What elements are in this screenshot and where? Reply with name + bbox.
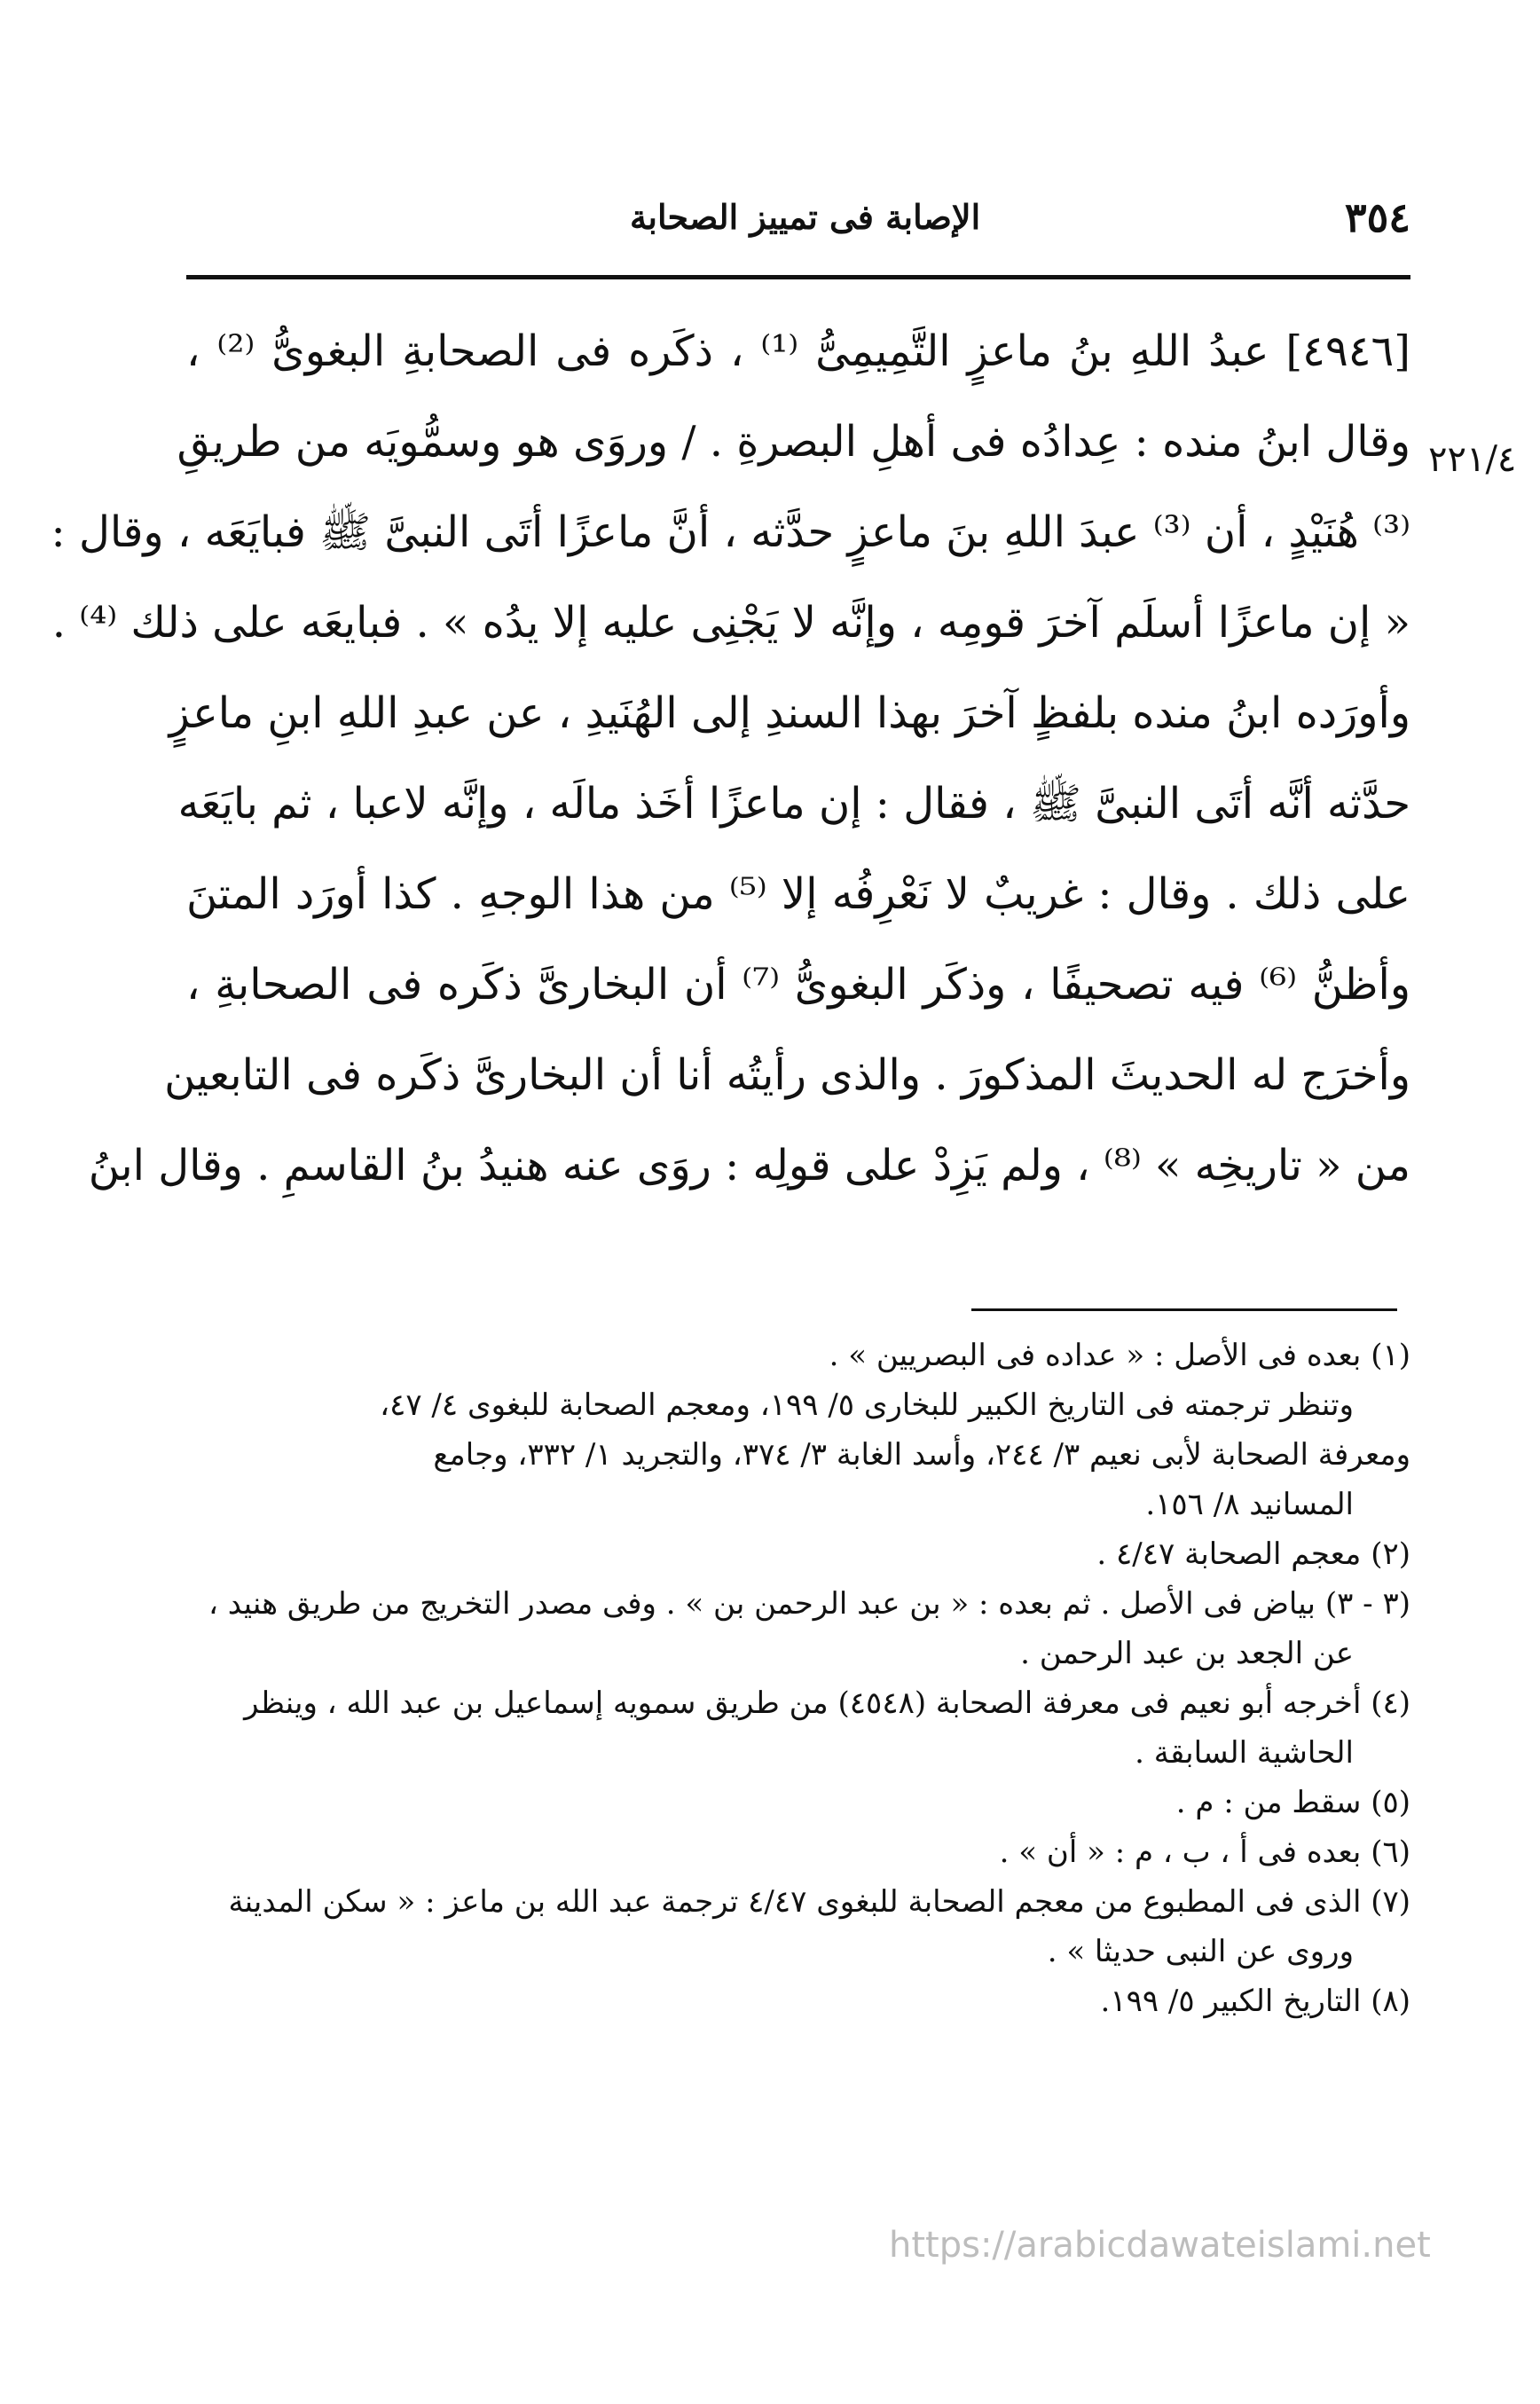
footnote-2: [186, 1529, 1410, 1579]
running-title: الإصابة فى تمييز الصحابة: [630, 197, 981, 237]
text-line: ⁽³⁾ هُنَيْدٍ ، أن ⁽³⁾ عبدَ اللهِ بنَ ماعزٍ حدَّثه ، أنَّ ماعزًا أتَى النبىَّ ﷺ فبايَعَه ، وقال :: [51, 507, 1410, 557]
footnote-line: (٥) سقط من : م .: [1175, 1785, 1410, 1820]
footnote-line: المسانيد ٨/ ١٥٦.: [1145, 1487, 1354, 1522]
text-line: « إن ماعزًا أسلَم آخرَ قومِه ، وإنَّه لا يَجْنِى عليه إلا يدُه » . فبايعَه على ذلك ⁽⁴⁾ .: [51, 598, 1410, 648]
text-line: من « تاريخِه » ⁽⁸⁾ ، ولم يَزِدْ على قولِه : روَى عنه هنيدُ بنُ القاسمِ . وقال ابنُ: [88, 1141, 1410, 1190]
footnote-line: (٦) بعده فى أ ، ب ، م : « أن » .: [999, 1834, 1410, 1870]
footnote-line: (٢) معجم الصحابة ٤/٤٧ .: [1096, 1536, 1410, 1572]
footnote-line: (٧) الذى فى المطبوع من معجم الصحابة للبغوى ٤/٤٧ ترجمة عبد الله بن ماعز : « سكن المدينة: [228, 1884, 1410, 1920]
text-line: وأظنُّ ⁽⁶⁾ فيه تصحيفًا ، وذكَر البغوىُّ ⁽⁷⁾ أن البخارىَّ ذكَره فى الصحابةِ ،: [186, 960, 1411, 1010]
footnote-line: (٣ - ٣) بياض فى الأصل . ثم بعده : « بن عبد الرحمن بن » . وفى مصدر التخريج من طريق هنيد ،: [208, 1586, 1410, 1622]
footnote-7: [186, 1877, 1410, 1976]
page-header: [186, 193, 1410, 247]
footnote-line: الحاشية السابقة .: [1135, 1735, 1354, 1771]
footnote-line: (٨) التاريخ الكبير ٥/ ١٩٩.: [1100, 1984, 1410, 2019]
main-text: [51, 306, 1411, 1211]
footnote-1-sources: [186, 1380, 1410, 1529]
page-number: ٣٥٤: [1344, 193, 1410, 241]
footnote-line: وروى عن النبى حديثا » .: [1047, 1934, 1354, 1969]
footnote-line: وتنظر ترجمته فى التاريخ الكبير للبخارى ٥/ ١٩٩، ومعجم الصحابة للبغوى ٤/ ٤٧،: [380, 1387, 1354, 1423]
margin-reference: ٢٢١/٤: [1428, 439, 1517, 480]
header-rule: [186, 275, 1410, 279]
text-line: [٤٩٤٦] عبدُ اللهِ بنُ ماعزٍ التَّمِيمِىُّ ⁽¹⁾ ، ذكَره فى الصحابةِ البغوىُّ ⁽²⁾ ،: [186, 326, 1411, 376]
text-line: وأورَده ابنُ منده بلفظٍ آخرَ بهذا السندِ إلى الهُنَيدِ ، عن عبدِ اللهِ ابنِ ماعزٍ: [169, 688, 1410, 738]
footnote-8: [186, 1976, 1410, 2026]
footnotes: [186, 1331, 1410, 2026]
footnote-line: عن الجعد بن عبد الرحمن .: [1020, 1636, 1354, 1671]
footnote-separator: [971, 1308, 1397, 1311]
footnote-line: (٤) أخرجه أبو نعيم فى معرفة الصحابة (٤٥٤٨) من طريق سمويه إسماعيل بن عبد الله ، وينظر: [244, 1685, 1410, 1721]
footnote-6: [186, 1827, 1410, 1877]
footnote-5: [186, 1778, 1410, 1827]
text-line: حدَّثه أنَّه أتَى النبىَّ ﷺ ، فقال : إن ماعزًا أخَذ مالَه ، وإنَّه لاعبا ، ثم بايَعَه: [177, 779, 1410, 829]
footnote-line: ومعرفة الصحابة لأبى نعيم ٣/ ٢٤٤، وأسد الغابة ٣/ ٣٧٤، والتجريد ١/ ٣٣٢، وجامع: [433, 1437, 1410, 1473]
footnote-3: [186, 1579, 1410, 1678]
watermark-url[interactable]: https://arabicdawateislami.net: [889, 2225, 1431, 2266]
text-line: وأخرَج له الحديثَ المذكورَ . والذى رأيتُه أنا أن البخارىَّ ذكَره فى التابعين: [164, 1050, 1410, 1100]
text-line: وقال ابنُ منده : عِدادُه فى أهلِ البصرةِ . / وروَى هو وسمُّويَه من طريقِ: [177, 417, 1410, 467]
footnote-1: [186, 1331, 1410, 1380]
text-line: على ذلك . وقال : غريبٌ لا نَعْرِفُه إلا ⁽⁵⁾ من هذا الوجهِ . كذا أورَد المتنَ: [186, 869, 1411, 919]
footnote-4: [186, 1678, 1410, 1778]
footnote-line: (١) بعده فى الأصل : « عداده فى البصريين » .: [829, 1338, 1410, 1373]
